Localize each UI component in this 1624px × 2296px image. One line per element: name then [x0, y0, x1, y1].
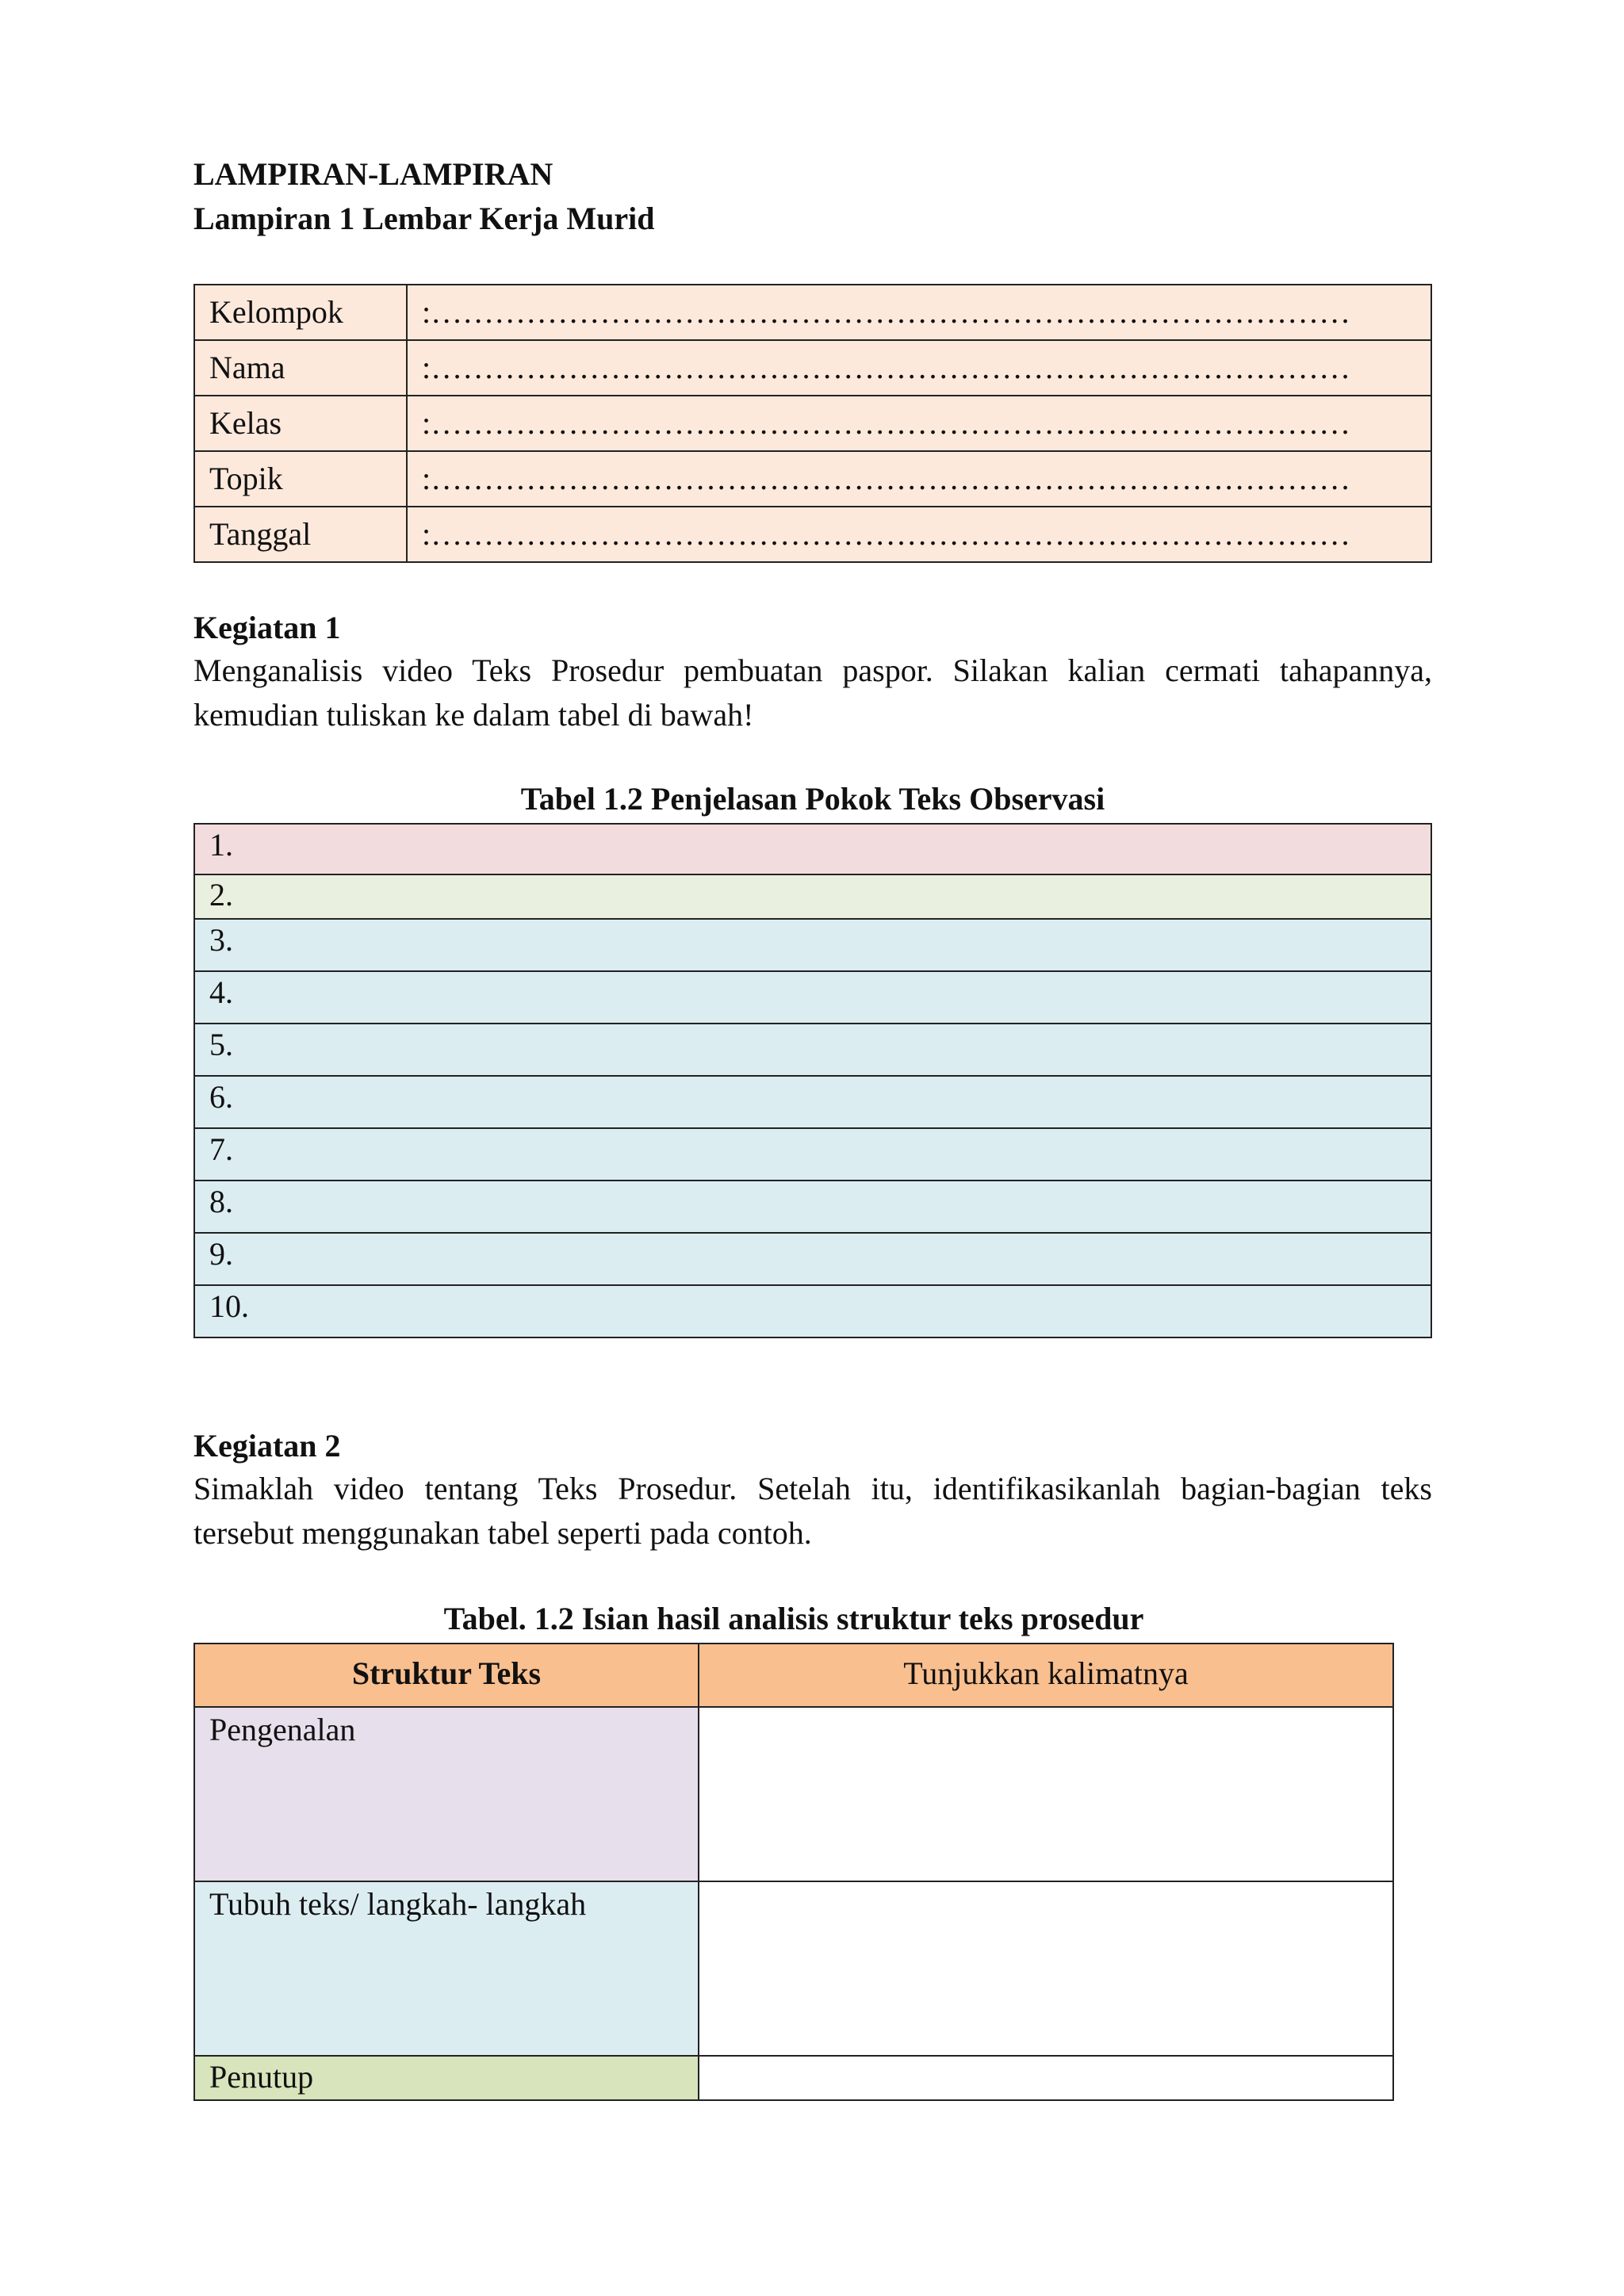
identity-fill-line[interactable]: :……………………………………………………………………………: [407, 451, 1431, 507]
identity-row: [194, 340, 1431, 396]
identity-label: Topik: [194, 451, 407, 507]
identity-fill-line[interactable]: :……………………………………………………………………………: [407, 507, 1431, 562]
identity-row: [194, 285, 1431, 340]
identity-table: [193, 284, 1432, 563]
table-row: [194, 1881, 1393, 2056]
table-row: [194, 919, 1431, 971]
observation-cell[interactable]: 10.: [194, 1285, 1431, 1337]
kegiatan1-instructions: [193, 649, 1432, 737]
kegiatan2-line: Simaklah video tentang Teks Prosedur. Setelah itu, identifikasikanlah bagian-bagian teks: [193, 1471, 1432, 1506]
kegiatan2-title: Kegiatan 2: [193, 1428, 341, 1464]
table-row: [194, 2056, 1393, 2100]
column-header-struktur: Struktur Teks: [194, 1644, 699, 1707]
observation-cell[interactable]: 4.: [194, 971, 1431, 1024]
kegiatan2-table-caption: Tabel. 1.2 Isian hasil analisis struktur teks prosedur: [443, 1601, 1144, 1636]
observation-cell[interactable]: 5.: [194, 1024, 1431, 1076]
struktur-cell-penutup: Penutup: [194, 2056, 699, 2100]
observation-table: [193, 823, 1432, 1338]
kegiatan1-table-caption: Tabel 1.2 Penjelasan Pokok Teks Observasi: [520, 781, 1105, 817]
observation-cell[interactable]: 6.: [194, 1076, 1431, 1128]
table-row: [194, 824, 1431, 874]
identity-label: Kelas: [194, 396, 407, 451]
table-row: [194, 874, 1431, 919]
table-row: [194, 1128, 1431, 1181]
column-header-kalimat: Tunjukkan kalimatnya: [699, 1644, 1393, 1707]
kegiatan2-line: tersebut menggunakan tabel seperti pada contoh.: [193, 1515, 812, 1551]
identity-row: [194, 451, 1431, 507]
struktur-cell-pengenalan: Pengenalan: [194, 1707, 699, 1881]
kalimat-cell[interactable]: [699, 1881, 1393, 2056]
page-title: LAMPIRAN-LAMPIRAN: [193, 156, 553, 192]
identity-fill-line[interactable]: :……………………………………………………………………………: [407, 285, 1431, 340]
structure-table: [193, 1643, 1394, 2101]
observation-cell[interactable]: 8.: [194, 1181, 1431, 1233]
table-row: [194, 1181, 1431, 1233]
identity-label: Nama: [194, 340, 407, 396]
kalimat-cell[interactable]: [699, 1707, 1393, 1881]
table-row: [194, 1707, 1393, 1881]
page-subtitle: Lampiran 1 Lembar Kerja Murid: [193, 201, 655, 236]
identity-row: [194, 396, 1431, 451]
struktur-cell-tubuh: Tubuh teks/ langkah- langkah: [194, 1881, 699, 2056]
table-row: [194, 971, 1431, 1024]
identity-fill-line[interactable]: :……………………………………………………………………………: [407, 340, 1431, 396]
table-row: [194, 1285, 1431, 1337]
identity-label: Kelompok: [194, 285, 407, 340]
observation-cell[interactable]: 9.: [194, 1233, 1431, 1285]
kegiatan2-instructions: [193, 1467, 1432, 1556]
kegiatan1-line: kemudian tuliskan ke dalam tabel di bawah!: [193, 697, 754, 733]
table-row: [194, 1233, 1431, 1285]
identity-label: Tanggal: [194, 507, 407, 562]
kalimat-cell[interactable]: [699, 2056, 1393, 2100]
observation-cell[interactable]: 7.: [194, 1128, 1431, 1181]
identity-row: [194, 507, 1431, 562]
table-row: [194, 1024, 1431, 1076]
kegiatan1-line: Menganalisis video Teks Prosedur pembuatan paspor. Silakan kalian cermati tahapannya,: [193, 652, 1432, 688]
observation-cell[interactable]: 3.: [194, 919, 1431, 971]
observation-cell[interactable]: 1.: [194, 824, 1431, 874]
kegiatan1-title: Kegiatan 1: [193, 610, 341, 645]
table-header-row: [194, 1644, 1393, 1707]
observation-cell[interactable]: 2.: [194, 874, 1431, 919]
table-row: [194, 1076, 1431, 1128]
identity-fill-line[interactable]: :……………………………………………………………………………: [407, 396, 1431, 451]
